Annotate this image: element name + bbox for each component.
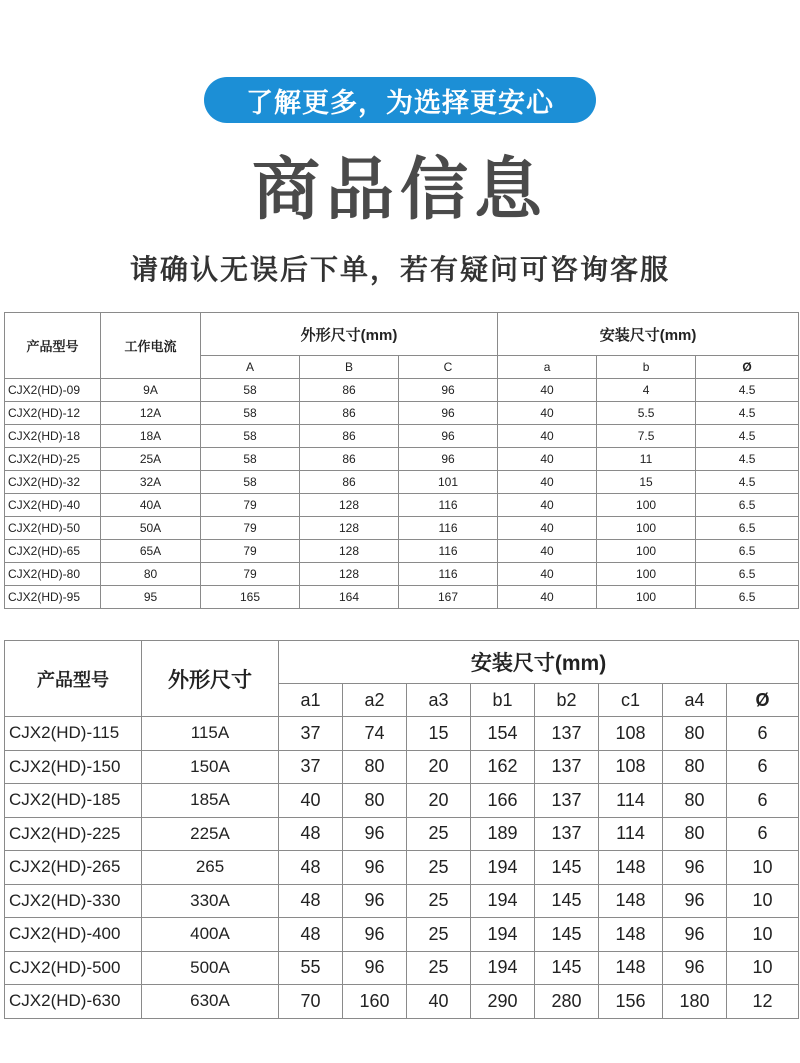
dimension-cell: 40 — [498, 494, 597, 517]
model-cell: CJX2(HD)-80 — [5, 563, 101, 586]
subheader-C: C — [399, 356, 498, 379]
model-cell: CJX2(HD)-630 — [5, 985, 142, 1019]
model-cell: CJX2(HD)-95 — [5, 586, 101, 609]
dimension-cell: 6 — [727, 784, 799, 818]
current-cell: 25A — [101, 448, 201, 471]
dimension-cell: 15 — [407, 717, 471, 751]
dimension-cell: 194 — [471, 851, 535, 885]
dimension-cell: 156 — [599, 985, 663, 1019]
subheader-a4: a4 — [663, 684, 727, 717]
current-cell: 150A — [142, 750, 279, 784]
table-row — [5, 784, 799, 818]
dimension-cell: 58 — [201, 448, 300, 471]
current-cell: 95 — [101, 586, 201, 609]
dimension-cell: 166 — [471, 784, 535, 818]
table-row — [5, 471, 799, 494]
dimension-cell: 11 — [597, 448, 696, 471]
model-cell: CJX2(HD)-500 — [5, 951, 142, 985]
subheader-a2: a2 — [343, 684, 407, 717]
dimension-cell: 40 — [498, 563, 597, 586]
dimension-cell: 96 — [663, 884, 727, 918]
dimension-cell: 4.5 — [696, 379, 799, 402]
dimension-cell: 79 — [201, 540, 300, 563]
dimension-cell: 128 — [300, 540, 399, 563]
current-cell: 225A — [142, 817, 279, 851]
dimension-cell: 290 — [471, 985, 535, 1019]
dimension-cell: 116 — [399, 540, 498, 563]
dimension-cell: 145 — [535, 884, 599, 918]
dimension-cell: 100 — [597, 540, 696, 563]
dimension-cell: 167 — [399, 586, 498, 609]
spec-table-small — [4, 312, 799, 609]
dimension-cell: 4.5 — [696, 425, 799, 448]
dimension-cell: 96 — [663, 851, 727, 885]
dimension-cell: 162 — [471, 750, 535, 784]
table-row — [5, 540, 799, 563]
table-row — [5, 563, 799, 586]
model-cell: CJX2(HD)-12 — [5, 402, 101, 425]
dimension-cell: 100 — [597, 563, 696, 586]
dimension-cell: 6.5 — [696, 494, 799, 517]
dimension-cell: 96 — [343, 918, 407, 952]
current-cell: 40A — [101, 494, 201, 517]
subheader-diameter: Ø — [696, 356, 799, 379]
dimension-cell: 40 — [498, 471, 597, 494]
current-cell: 9A — [101, 379, 201, 402]
current-cell: 80 — [101, 563, 201, 586]
subheader-b: b — [597, 356, 696, 379]
table-row — [5, 817, 799, 851]
header-install-dimensions: 安装尺寸(mm) — [279, 641, 799, 684]
current-cell: 265 — [142, 851, 279, 885]
dimension-cell: 114 — [599, 784, 663, 818]
dimension-cell: 6.5 — [696, 517, 799, 540]
dimension-cell: 164 — [300, 586, 399, 609]
dimension-cell: 114 — [599, 817, 663, 851]
model-cell: CJX2(HD)-40 — [5, 494, 101, 517]
info-banner-pill: 了解更多，为选择更安心 — [204, 77, 596, 123]
table-row — [5, 918, 799, 952]
model-cell: CJX2(HD)-115 — [5, 717, 142, 751]
current-cell: 50A — [101, 517, 201, 540]
model-cell: CJX2(HD)-18 — [5, 425, 101, 448]
table-row — [5, 750, 799, 784]
dimension-cell: 86 — [300, 379, 399, 402]
table-row — [5, 379, 799, 402]
dimension-cell: 194 — [471, 884, 535, 918]
dimension-cell: 86 — [300, 448, 399, 471]
table-row — [5, 448, 799, 471]
model-cell: CJX2(HD)-330 — [5, 884, 142, 918]
current-cell: 500A — [142, 951, 279, 985]
dimension-cell: 80 — [343, 750, 407, 784]
dimension-cell: 148 — [599, 951, 663, 985]
subheader-diameter: Ø — [727, 684, 799, 717]
dimension-cell: 4.5 — [696, 448, 799, 471]
dimension-cell: 180 — [663, 985, 727, 1019]
dimension-cell: 25 — [407, 817, 471, 851]
dimension-cell: 4 — [597, 379, 696, 402]
model-cell: CJX2(HD)-265 — [5, 851, 142, 885]
dimension-cell: 5.5 — [597, 402, 696, 425]
subheader-A: A — [201, 356, 300, 379]
current-cell: 18A — [101, 425, 201, 448]
dimension-cell: 74 — [343, 717, 407, 751]
dimension-cell: 96 — [343, 817, 407, 851]
header-outer-dimensions: 外形尺寸(mm) — [201, 313, 498, 356]
header-outer: 外形尺寸 — [142, 641, 279, 717]
dimension-cell: 96 — [399, 379, 498, 402]
dimension-cell: 80 — [663, 817, 727, 851]
table-row — [5, 517, 799, 540]
dimension-cell: 48 — [279, 884, 343, 918]
dimension-cell: 160 — [343, 985, 407, 1019]
dimension-cell: 25 — [407, 918, 471, 952]
dimension-cell: 96 — [343, 884, 407, 918]
dimension-cell: 10 — [727, 918, 799, 952]
current-cell: 630A — [142, 985, 279, 1019]
model-cell: CJX2(HD)-25 — [5, 448, 101, 471]
dimension-cell: 128 — [300, 563, 399, 586]
dimension-cell: 40 — [498, 448, 597, 471]
dimension-cell: 6.5 — [696, 540, 799, 563]
model-cell: CJX2(HD)-185 — [5, 784, 142, 818]
dimension-cell: 80 — [343, 784, 407, 818]
table-row — [5, 494, 799, 517]
dimension-cell: 189 — [471, 817, 535, 851]
header-install-dimensions: 安装尺寸(mm) — [498, 313, 799, 356]
current-cell: 400A — [142, 918, 279, 952]
dimension-cell: 80 — [663, 717, 727, 751]
dimension-cell: 48 — [279, 851, 343, 885]
dimension-cell: 10 — [727, 951, 799, 985]
dimension-cell: 137 — [535, 784, 599, 818]
current-cell: 12A — [101, 402, 201, 425]
dimension-cell: 10 — [727, 884, 799, 918]
dimension-cell: 48 — [279, 817, 343, 851]
current-cell: 185A — [142, 784, 279, 818]
subheader-b1: b1 — [471, 684, 535, 717]
dimension-cell: 79 — [201, 494, 300, 517]
table-row — [5, 425, 799, 448]
dimension-cell: 96 — [399, 448, 498, 471]
dimension-cell: 40 — [498, 425, 597, 448]
dimension-cell: 108 — [599, 717, 663, 751]
subheader-a1: a1 — [279, 684, 343, 717]
dimension-cell: 86 — [300, 471, 399, 494]
dimension-cell: 145 — [535, 851, 599, 885]
dimension-cell: 96 — [399, 402, 498, 425]
dimension-cell: 96 — [663, 918, 727, 952]
dimension-cell: 58 — [201, 471, 300, 494]
dimension-cell: 116 — [399, 517, 498, 540]
dimension-cell: 108 — [599, 750, 663, 784]
table-row — [5, 951, 799, 985]
dimension-cell: 194 — [471, 918, 535, 952]
dimension-cell: 96 — [343, 851, 407, 885]
subheader-B: B — [300, 356, 399, 379]
header-model: 产品型号 — [5, 641, 142, 717]
dimension-cell: 40 — [279, 784, 343, 818]
dimension-cell: 137 — [535, 750, 599, 784]
page-title: 商品信息 — [251, 152, 548, 228]
dimension-cell: 10 — [727, 851, 799, 885]
dimension-cell: 4.5 — [696, 402, 799, 425]
dimension-cell: 6 — [727, 817, 799, 851]
dimension-cell: 20 — [407, 750, 471, 784]
dimension-cell: 137 — [535, 717, 599, 751]
dimension-cell: 58 — [201, 425, 300, 448]
table-row — [5, 884, 799, 918]
dimension-cell: 280 — [535, 985, 599, 1019]
dimension-cell: 7.5 — [597, 425, 696, 448]
dimension-cell: 100 — [597, 494, 696, 517]
dimension-cell: 194 — [471, 951, 535, 985]
subheader-b2: b2 — [535, 684, 599, 717]
dimension-cell: 100 — [597, 586, 696, 609]
dimension-cell: 101 — [399, 471, 498, 494]
dimension-cell: 116 — [399, 563, 498, 586]
dimension-cell: 58 — [201, 402, 300, 425]
dimension-cell: 148 — [599, 851, 663, 885]
dimension-cell: 40 — [498, 402, 597, 425]
dimension-cell: 116 — [399, 494, 498, 517]
model-cell: CJX2(HD)-65 — [5, 540, 101, 563]
dimension-cell: 145 — [535, 951, 599, 985]
dimension-cell: 20 — [407, 784, 471, 818]
dimension-cell: 80 — [663, 750, 727, 784]
header-current: 工作电流 — [101, 313, 201, 379]
dimension-cell: 40 — [498, 517, 597, 540]
dimension-cell: 148 — [599, 884, 663, 918]
dimension-cell: 55 — [279, 951, 343, 985]
table-row — [5, 402, 799, 425]
dimension-cell: 25 — [407, 851, 471, 885]
model-cell: CJX2(HD)-400 — [5, 918, 142, 952]
dimension-cell: 37 — [279, 717, 343, 751]
dimension-cell: 79 — [201, 563, 300, 586]
dimension-cell: 128 — [300, 494, 399, 517]
current-cell: 115A — [142, 717, 279, 751]
dimension-cell: 6 — [727, 750, 799, 784]
table-row — [5, 586, 799, 609]
dimension-cell: 165 — [201, 586, 300, 609]
dimension-cell: 40 — [407, 985, 471, 1019]
current-cell: 330A — [142, 884, 279, 918]
current-cell: 65A — [101, 540, 201, 563]
dimension-cell: 25 — [407, 951, 471, 985]
page-subtitle: 请确认无误后下单，若有疑问可咨询客服 — [129, 254, 670, 285]
current-cell: 32A — [101, 471, 201, 494]
model-cell: CJX2(HD)-32 — [5, 471, 101, 494]
dimension-cell: 100 — [597, 517, 696, 540]
dimension-cell: 48 — [279, 918, 343, 952]
subheader-a: a — [498, 356, 597, 379]
dimension-cell: 58 — [201, 379, 300, 402]
dimension-cell: 70 — [279, 985, 343, 1019]
dimension-cell: 80 — [663, 784, 727, 818]
dimension-cell: 96 — [663, 951, 727, 985]
table-row — [5, 985, 799, 1019]
dimension-cell: 6 — [727, 717, 799, 751]
dimension-cell: 40 — [498, 540, 597, 563]
dimension-cell: 86 — [300, 425, 399, 448]
header-model: 产品型号 — [5, 313, 101, 379]
model-cell: CJX2(HD)-225 — [5, 817, 142, 851]
dimension-cell: 79 — [201, 517, 300, 540]
dimension-cell: 4.5 — [696, 471, 799, 494]
dimension-cell: 25 — [407, 884, 471, 918]
model-cell: CJX2(HD)-150 — [5, 750, 142, 784]
dimension-cell: 40 — [498, 379, 597, 402]
dimension-cell: 15 — [597, 471, 696, 494]
subheader-a3: a3 — [407, 684, 471, 717]
dimension-cell: 148 — [599, 918, 663, 952]
dimension-cell: 6.5 — [696, 563, 799, 586]
model-cell: CJX2(HD)-50 — [5, 517, 101, 540]
dimension-cell: 40 — [498, 586, 597, 609]
dimension-cell: 37 — [279, 750, 343, 784]
dimension-cell: 145 — [535, 918, 599, 952]
dimension-cell: 6.5 — [696, 586, 799, 609]
dimension-cell: 128 — [300, 517, 399, 540]
model-cell: CJX2(HD)-09 — [5, 379, 101, 402]
spec-table-large — [4, 640, 799, 1019]
dimension-cell: 12 — [727, 985, 799, 1019]
subheader-c1: c1 — [599, 684, 663, 717]
table-row — [5, 717, 799, 751]
dimension-cell: 86 — [300, 402, 399, 425]
dimension-cell: 96 — [343, 951, 407, 985]
dimension-cell: 96 — [399, 425, 498, 448]
table-row — [5, 851, 799, 885]
dimension-cell: 137 — [535, 817, 599, 851]
dimension-cell: 154 — [471, 717, 535, 751]
